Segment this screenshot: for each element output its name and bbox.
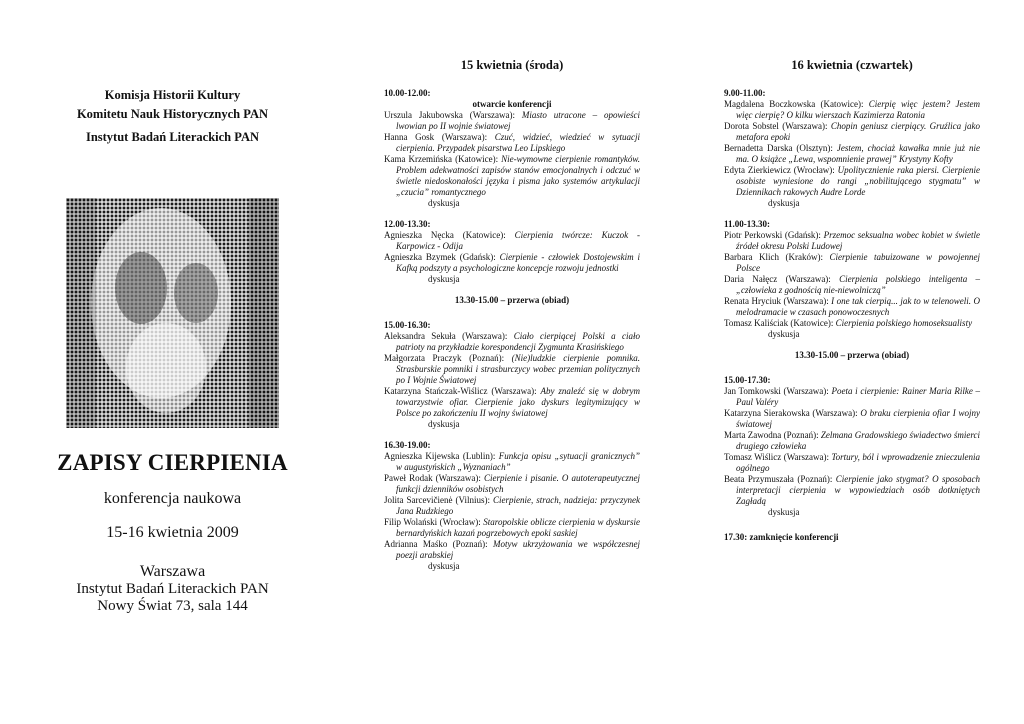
talk-author: Katarzyna Sierakowska (Warszawa):: [724, 408, 861, 418]
talk-author: Piotr Perkowski (Gdańsk):: [724, 230, 824, 240]
talk-item: [724, 121, 980, 143]
talk-author: Beata Przymuszała (Poznań):: [724, 474, 836, 484]
talk-title: Cierpienie i pisanie. O autoterapeutycznej funkcji dzienników osobistych: [396, 473, 640, 494]
talk-item: [384, 110, 640, 132]
day2-session-1: [724, 88, 980, 209]
talk-title: I one tak cierpią... jak to w telenoweli. O melodramacie w czasach ponowoczesnych: [736, 296, 980, 317]
talk-item: [724, 318, 980, 329]
talk-author: Adrianna Maśko (Poznań):: [384, 539, 493, 549]
talk-title: Cierpię więc jestem? Jestem więc cierpię? O kilku wierszach Kazimierza Ratonia: [736, 99, 981, 120]
talk-author: Kama Krzemińska (Katowice):: [384, 154, 502, 164]
talk-author: Agnieszka Nęcka (Katowice):: [384, 230, 515, 240]
talk-item: [724, 165, 980, 198]
talk-author: Barbara Klich (Kraków):: [724, 252, 830, 262]
talk-author: Filip Wolański (Wrocław):: [384, 517, 484, 527]
talk-title: Cierpienia twórcze: Kuczok - Karpowicz - Odija: [396, 230, 640, 251]
talk-author: Hanna Gosk (Warszawa):: [384, 132, 495, 142]
talk-author: Edyta Zierkiewicz (Wrocław):: [724, 165, 838, 175]
session-time: 12.00-13.30:: [384, 219, 431, 229]
discussion-label: dyskusja: [768, 198, 800, 208]
talk-author: Małgorzata Praczyk (Poznań):: [384, 353, 512, 363]
talk-title: Staropolskie oblicze cierpienia w dyskursie bernardyńskich kazań pogrzebowych epoki saskiej: [396, 517, 641, 538]
talk-title: Aby znaleźć się w dobrym towarzystwie ofiar. Cierpienie jako dyskurs legitymizujący w Polsce po zakończeniu II wojny światowej: [396, 386, 640, 418]
day2-program: [724, 58, 980, 543]
discussion-label: dyskusja: [428, 419, 460, 429]
talk-title: Tortury, ból i wprowadzenie znieczulenia ogólnego: [736, 452, 980, 473]
talk-item: [724, 230, 980, 252]
talk-item: [384, 154, 640, 198]
session-time: 16.30-19.00:: [384, 440, 431, 450]
session-time: 9.00-11.00:: [724, 88, 766, 98]
talk-author: Paweł Rodak (Warszawa):: [384, 473, 484, 483]
talk-item: [724, 430, 980, 452]
talk-item: [384, 517, 640, 539]
talk-title: O braku cierpienia ofiar I wojny światowej: [736, 408, 980, 429]
talk-item: [724, 408, 980, 430]
talk-title: Cierpienia polskiego homoseksualisty: [835, 318, 973, 328]
talk-author: Katarzyna Stańczak-Wiślicz (Warszawa):: [384, 386, 541, 396]
day2-heading: 16 kwietnia (czwartek): [791, 58, 913, 72]
talk-title: (Nie)ludzkie cierpienie pomnika. Strasburskie pomniki i strasburczycy wobec przemian politycznych po I Wojnie Światowej: [396, 353, 640, 385]
cover-panel: [50, 86, 295, 615]
day2-session-2: [724, 219, 980, 340]
talk-author: Jan Tomkowski (Warszawa):: [724, 386, 832, 396]
talk-title: Cierpienie jako stygmat? O sposobach interpretacji cierpienia w wypowiedziach osób dotkniętych Zagładą: [736, 474, 981, 506]
talk-title: Ciało cierpiącej Polski a ciało patrioty na przykładzie korespondencji Zygmunta Krasińskiego: [396, 331, 640, 352]
day1-session-2: [384, 219, 640, 285]
day1-session-4: [384, 440, 640, 572]
discussion-label: dyskusja: [768, 507, 800, 517]
conference-title: ZAPISY CIERPIENIA: [57, 450, 288, 475]
talk-title: Cierpienia polskiego inteligenta – „człowieka z godnością nie-niewolniczą”: [736, 274, 980, 295]
talk-item: [384, 132, 640, 154]
organizer-line-1: Komisja Historii Kultury: [104, 88, 241, 102]
talk-author: Tomasz Wiślicz (Warszawa):: [724, 452, 832, 462]
talk-item: [724, 99, 980, 121]
talk-title: Cierpienie, strach, nadzieja: przyczynek Jana Rudzkiego: [396, 495, 640, 516]
talk-title: Zelmana Gradowskiego świadectwo śmierci drugiego człowieka: [736, 430, 980, 451]
talk-item: [384, 495, 640, 517]
talk-title: Cierpienie - człowiek Dostojewskim i Kafką podszyty a psychologiczne koncepcje rozwoju jednostki: [396, 252, 640, 273]
talk-author: Daria Nałęcz (Warszawa):: [724, 274, 840, 284]
talk-item: [384, 230, 640, 252]
conference-city: Warszawa: [139, 563, 206, 580]
talk-title: Cierpienie tabuizowane w powojennej Polsce: [736, 252, 980, 273]
talk-title: Chopin geniusz cierpiący. Gruźlica jako metafora epoki: [736, 121, 980, 142]
session-time: 10.00-12.00:: [384, 88, 431, 98]
discussion-label: dyskusja: [768, 329, 800, 339]
talk-title: Motyw ukrzyżowania we współczesnej poezji arabskiej: [396, 539, 640, 560]
talk-item: [724, 296, 980, 318]
talk-title: Poeta i cierpienie: Rainer Maria Rilke – Paul Valéry: [736, 386, 980, 407]
conference-dates: 15-16 kwietnia 2009: [106, 524, 239, 541]
organizer-line-2: Komitetu Nauk Historycznych PAN: [76, 107, 269, 121]
talk-author: Dorota Sobstel (Warszawa):: [724, 121, 831, 131]
talk-title: Funkcja opisu „sytuacji granicznych” w augustyńskich „Wyznaniach”: [396, 451, 640, 472]
talk-item: [724, 474, 980, 507]
talk-item: [724, 274, 980, 296]
talk-author: Agnieszka Bzymek (Gdańsk):: [384, 252, 500, 262]
conference-subtitle: konferencja naukowa: [103, 490, 242, 507]
session-time: 11.00-13.30:: [724, 219, 770, 229]
talk-title: Przemoc seksualna wobec kobiet w świetle źródeł okresu Polski Ludowej: [736, 230, 981, 251]
talk-item: [384, 386, 640, 419]
talk-item: [724, 452, 980, 474]
talk-item: [724, 252, 980, 274]
talk-title: Czuć, widzieć, wiedzieć w sytuacji cierpienia. Przypadek pisarstwa Leo Lipskiego: [396, 132, 640, 153]
day1-session-3: [384, 320, 640, 430]
talk-title: Nie-wymowne cierpienie romantyków. Problem adekwatności zapisów stanów emocjonalnych i odczuć w świetle niedoskonałości języka i pisma jako systemów artykulacji „czucia” romantycznego: [396, 154, 641, 197]
discussion-label: dyskusja: [428, 274, 460, 284]
organizer-line-3: Instytut Badań Literackich PAN: [85, 130, 260, 144]
talk-item: [384, 473, 640, 495]
talk-item: [724, 143, 980, 165]
closing-label: 17.30: zamknięcie konferencji: [724, 532, 839, 542]
talk-author: Agnieszka Kijewska (Lublin):: [384, 451, 499, 461]
talk-item: [384, 331, 640, 353]
talk-author: Aleksandra Sekuła (Warszawa):: [384, 331, 514, 341]
opening-label: otwarcie konferencji: [472, 99, 552, 109]
discussion-label: dyskusja: [428, 561, 460, 571]
lunch-break: 13.30-15.00 – przerwa (obiad): [454, 295, 570, 305]
talk-item: [384, 451, 640, 473]
talk-author: Magdalena Boczkowska (Katowice):: [724, 99, 869, 109]
talk-item: [384, 353, 640, 386]
venue-institute: Instytut Badań Literackich PAN: [76, 581, 269, 597]
talk-author: Marta Zawodna (Poznań):: [724, 430, 821, 440]
session-time: 15.00-16.30:: [384, 320, 431, 330]
talk-item: [384, 539, 640, 561]
day1-program: [384, 58, 640, 582]
venue-address: Nowy Świat 73, sala 144: [97, 598, 248, 614]
discussion-label: dyskusja: [428, 198, 460, 208]
talk-author: Bernadetta Darska (Olsztyn):: [724, 143, 837, 153]
day2-session-3: [724, 375, 980, 518]
talk-author: Urszula Jakubowska (Warszawa):: [384, 110, 522, 120]
lunch-break: 13.30-15.00 – przerwa (obiad): [794, 350, 910, 360]
halftone-portrait-image: [66, 198, 279, 428]
talk-item: [724, 386, 980, 408]
day1-heading: 15 kwietnia (środa): [460, 58, 564, 72]
talk-author: Renata Hryciuk (Warszawa):: [724, 296, 832, 306]
talk-title: Jestem, chociaż kawałka mnie już nie ma. O książce „Lewa, wspomnienie prawej” Krystyny Kofty: [736, 143, 980, 164]
portrait-shading: [66, 198, 279, 428]
talk-author: Tomasz Kaliściak (Katowice):: [724, 318, 836, 328]
talk-title: Upolitycznienie raka piersi. Cierpienie osobiste wyniesione do rangi „nobilitującego stygmatu” w Dziennikach rakowych Audre Lorde: [736, 165, 980, 197]
talk-author: Jolita Sarcevičienė (Vilnius):: [384, 495, 493, 505]
session-time: 15.00-17.30:: [724, 375, 771, 385]
talk-title: Miasto utracone – opowieści lwowian po II wojnie światowej: [396, 110, 640, 131]
talk-item: [384, 252, 640, 274]
day1-session-1: [384, 88, 640, 209]
